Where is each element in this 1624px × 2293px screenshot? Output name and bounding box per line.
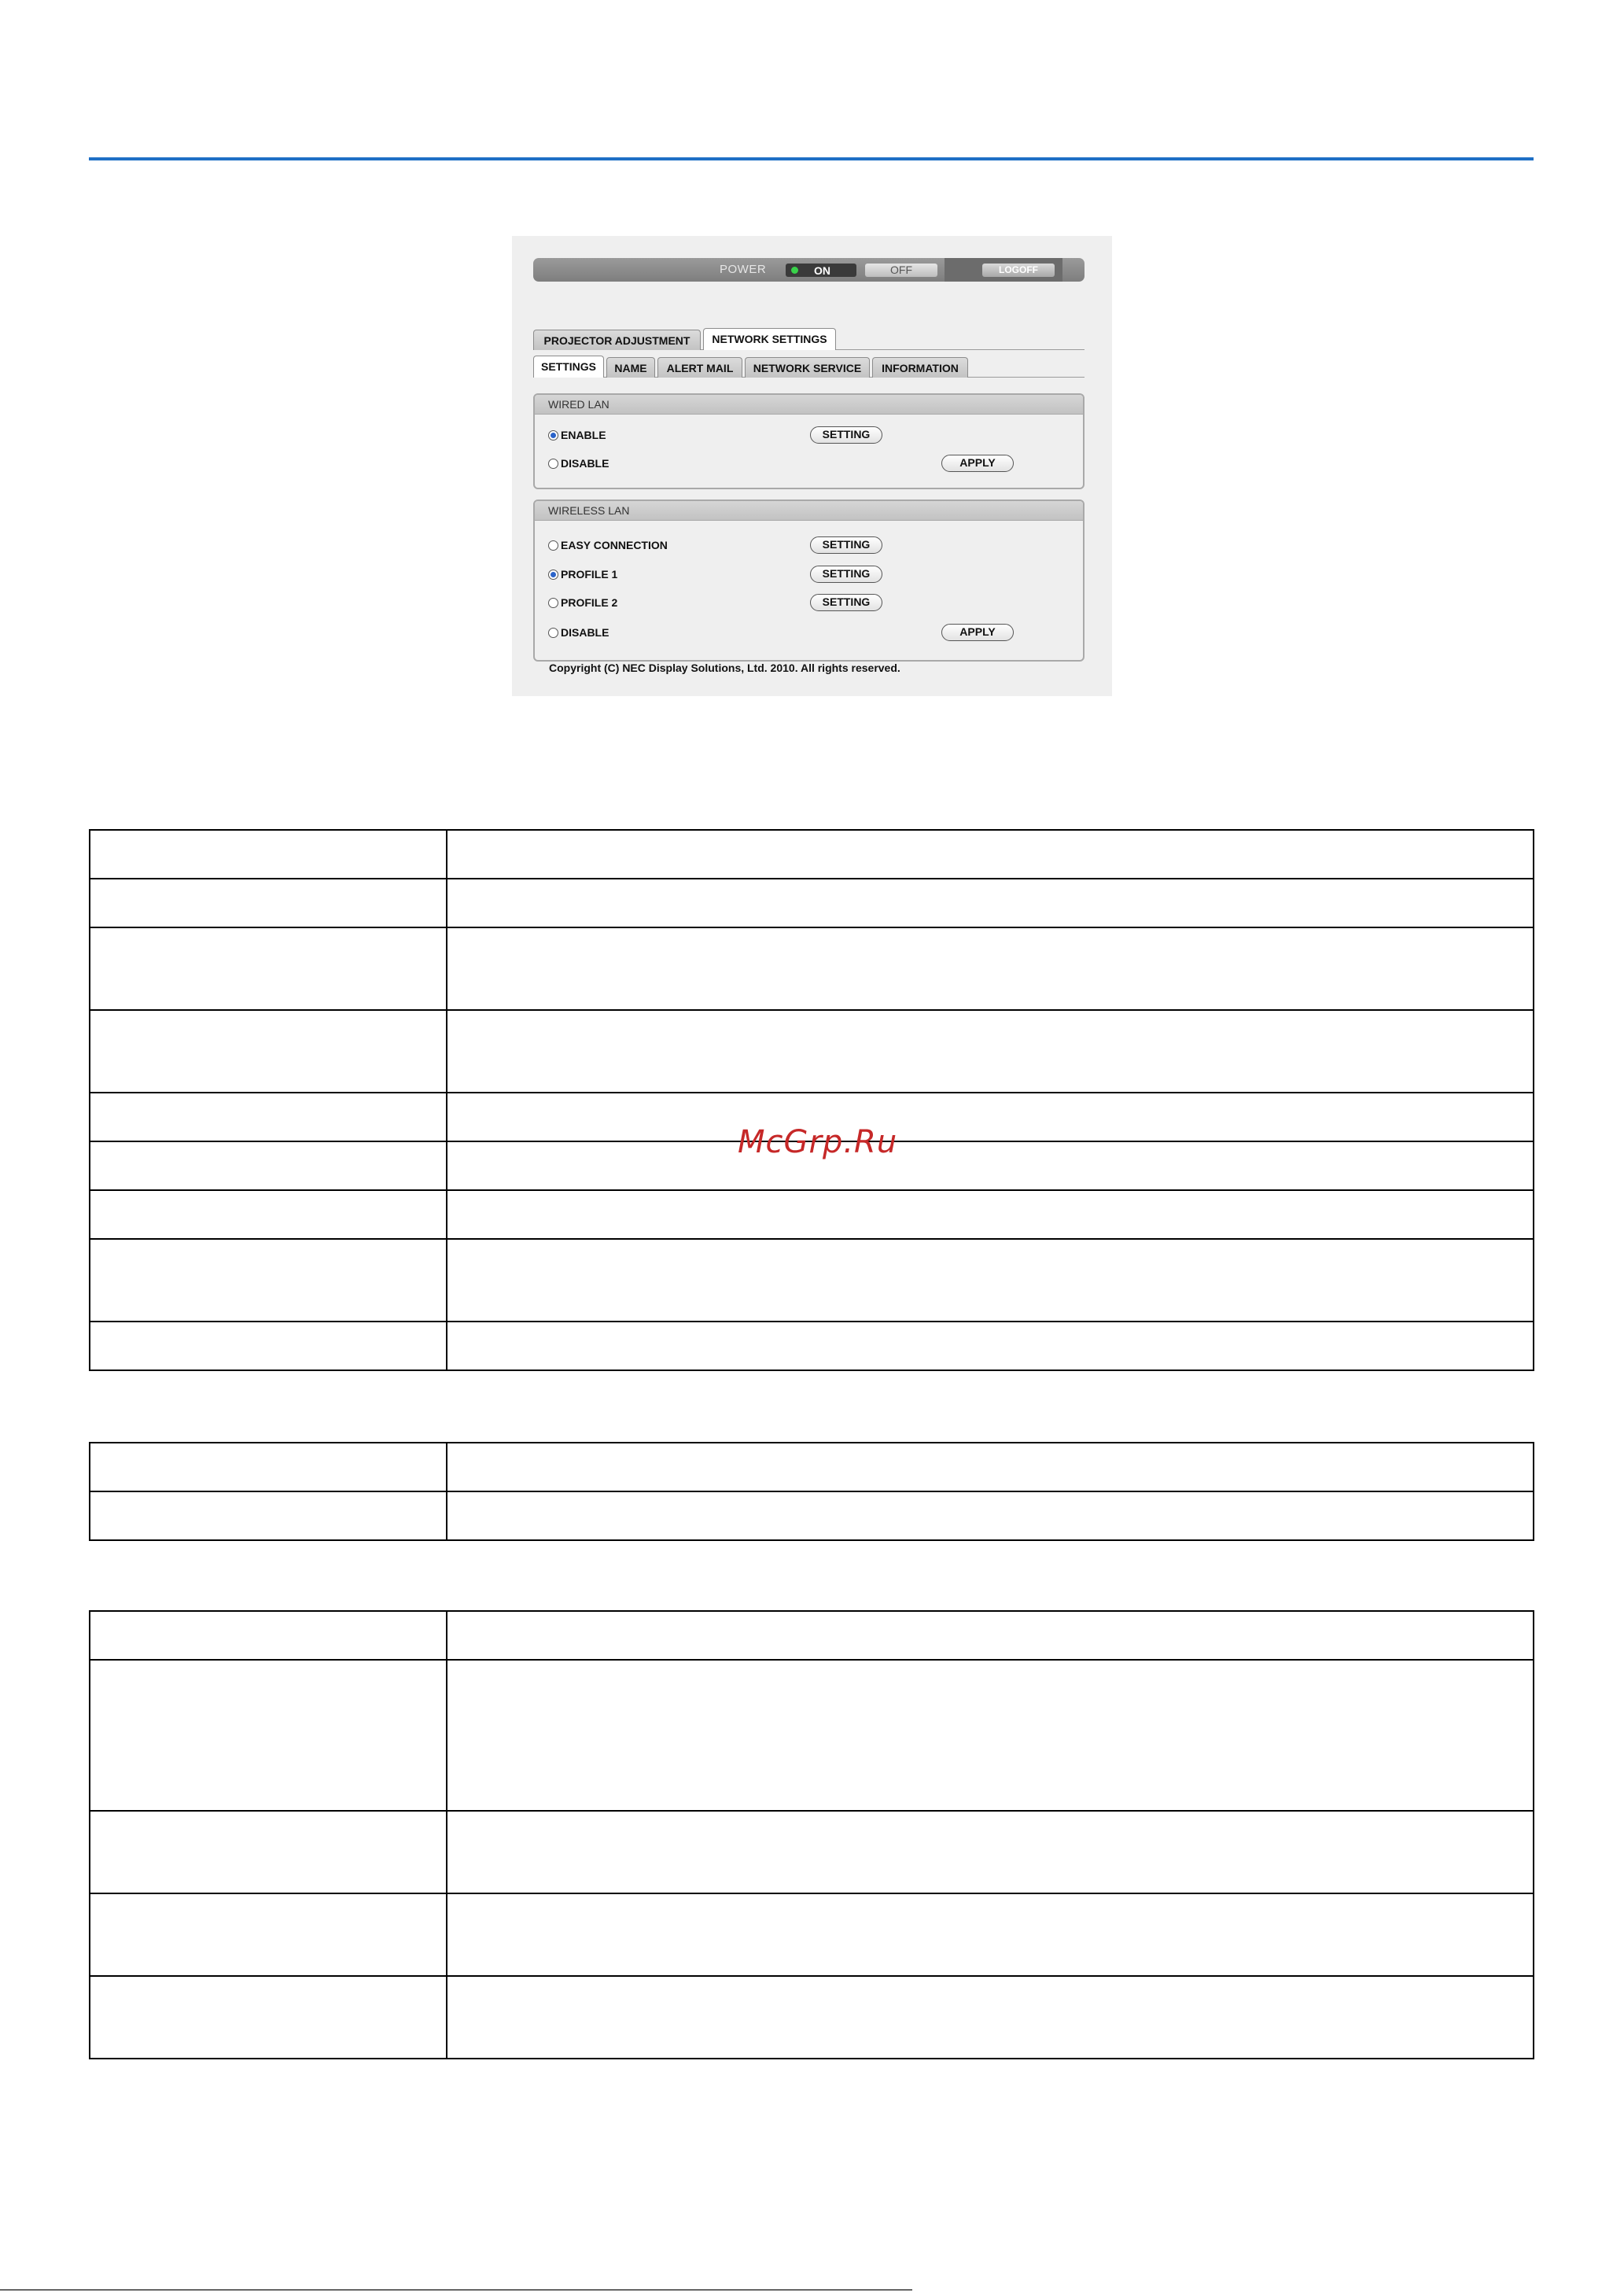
radio-unselected-icon [548,628,558,638]
tab-projector-adjustment[interactable]: PROJECTOR ADJUSTMENT [533,330,701,350]
wireless-profile-1-option[interactable]: PROFILE 1 [548,567,617,581]
table-row [90,1010,1534,1093]
table-row [90,1190,1534,1239]
table-row [90,830,1534,879]
wireless-lan-title: WIRELESS LAN [535,501,1083,521]
table-row [90,1322,1534,1370]
table-row [90,1811,1534,1893]
wired-enable-option[interactable]: ENABLE [548,428,606,442]
wireless-apply-button[interactable]: APPLY [941,624,1014,641]
wired-setting-button[interactable]: SETTING [810,426,882,444]
table-row [90,1239,1534,1322]
radio-selected-icon [548,430,558,441]
power-bar [533,258,1085,282]
table-row [90,1443,1534,1491]
main-tab-bar [533,328,1085,350]
table-row [90,1611,1534,1660]
radio-selected-icon [548,570,558,580]
table-row [90,1491,1534,1540]
radio-unselected-icon [548,540,558,551]
wireless-easy-connection-option[interactable]: EASY CONNECTION [548,538,668,552]
easy-connection-setting-button[interactable]: SETTING [810,536,882,554]
watermark-text: McGrp.Ru [738,1124,898,1160]
tab-information[interactable]: INFORMATION [872,357,968,378]
profile-1-setting-button[interactable]: SETTING [810,566,882,583]
table-row [90,1893,1534,1976]
power-on-button[interactable]: ON [786,264,856,277]
header-rule [89,157,1534,160]
footer-rule [0,2289,912,2291]
settings-table-3 [89,1610,1534,2059]
wireless-lan-panel [533,500,1085,662]
settings-table-1 [89,829,1534,1371]
power-label: POWER [720,263,767,276]
tab-settings[interactable]: SETTINGS [533,356,604,378]
copyright-text: Copyright (C) NEC Display Solutions, Ltd. 2010. All rights reserved. [549,662,900,674]
table-row [90,879,1534,927]
table-row [90,1660,1534,1811]
sub-tab-bar [533,356,1085,378]
projector-web-ui-screenshot [512,236,1112,696]
tab-network-settings[interactable]: NETWORK SETTINGS [703,328,836,350]
wireless-disable-option[interactable]: DISABLE [548,625,609,640]
radio-unselected-icon [548,598,558,608]
profile-2-setting-button[interactable]: SETTING [810,594,882,611]
wireless-profile-2-option[interactable]: PROFILE 2 [548,595,617,610]
radio-unselected-icon [548,459,558,469]
power-led-icon [791,267,798,274]
table-row [90,1976,1534,2059]
wired-disable-option[interactable]: DISABLE [548,456,609,470]
tab-network-service[interactable]: NETWORK SERVICE [745,357,870,378]
wired-lan-panel [533,393,1085,489]
table-row [90,927,1534,1010]
wired-lan-title: WIRED LAN [535,395,1083,415]
tab-name[interactable]: NAME [606,357,655,378]
logoff-button[interactable]: LOGOFF [982,264,1055,277]
power-off-button[interactable]: OFF [865,264,937,277]
wired-apply-button[interactable]: APPLY [941,455,1014,472]
settings-table-2 [89,1442,1534,1541]
tab-alert-mail[interactable]: ALERT MAIL [657,357,742,378]
